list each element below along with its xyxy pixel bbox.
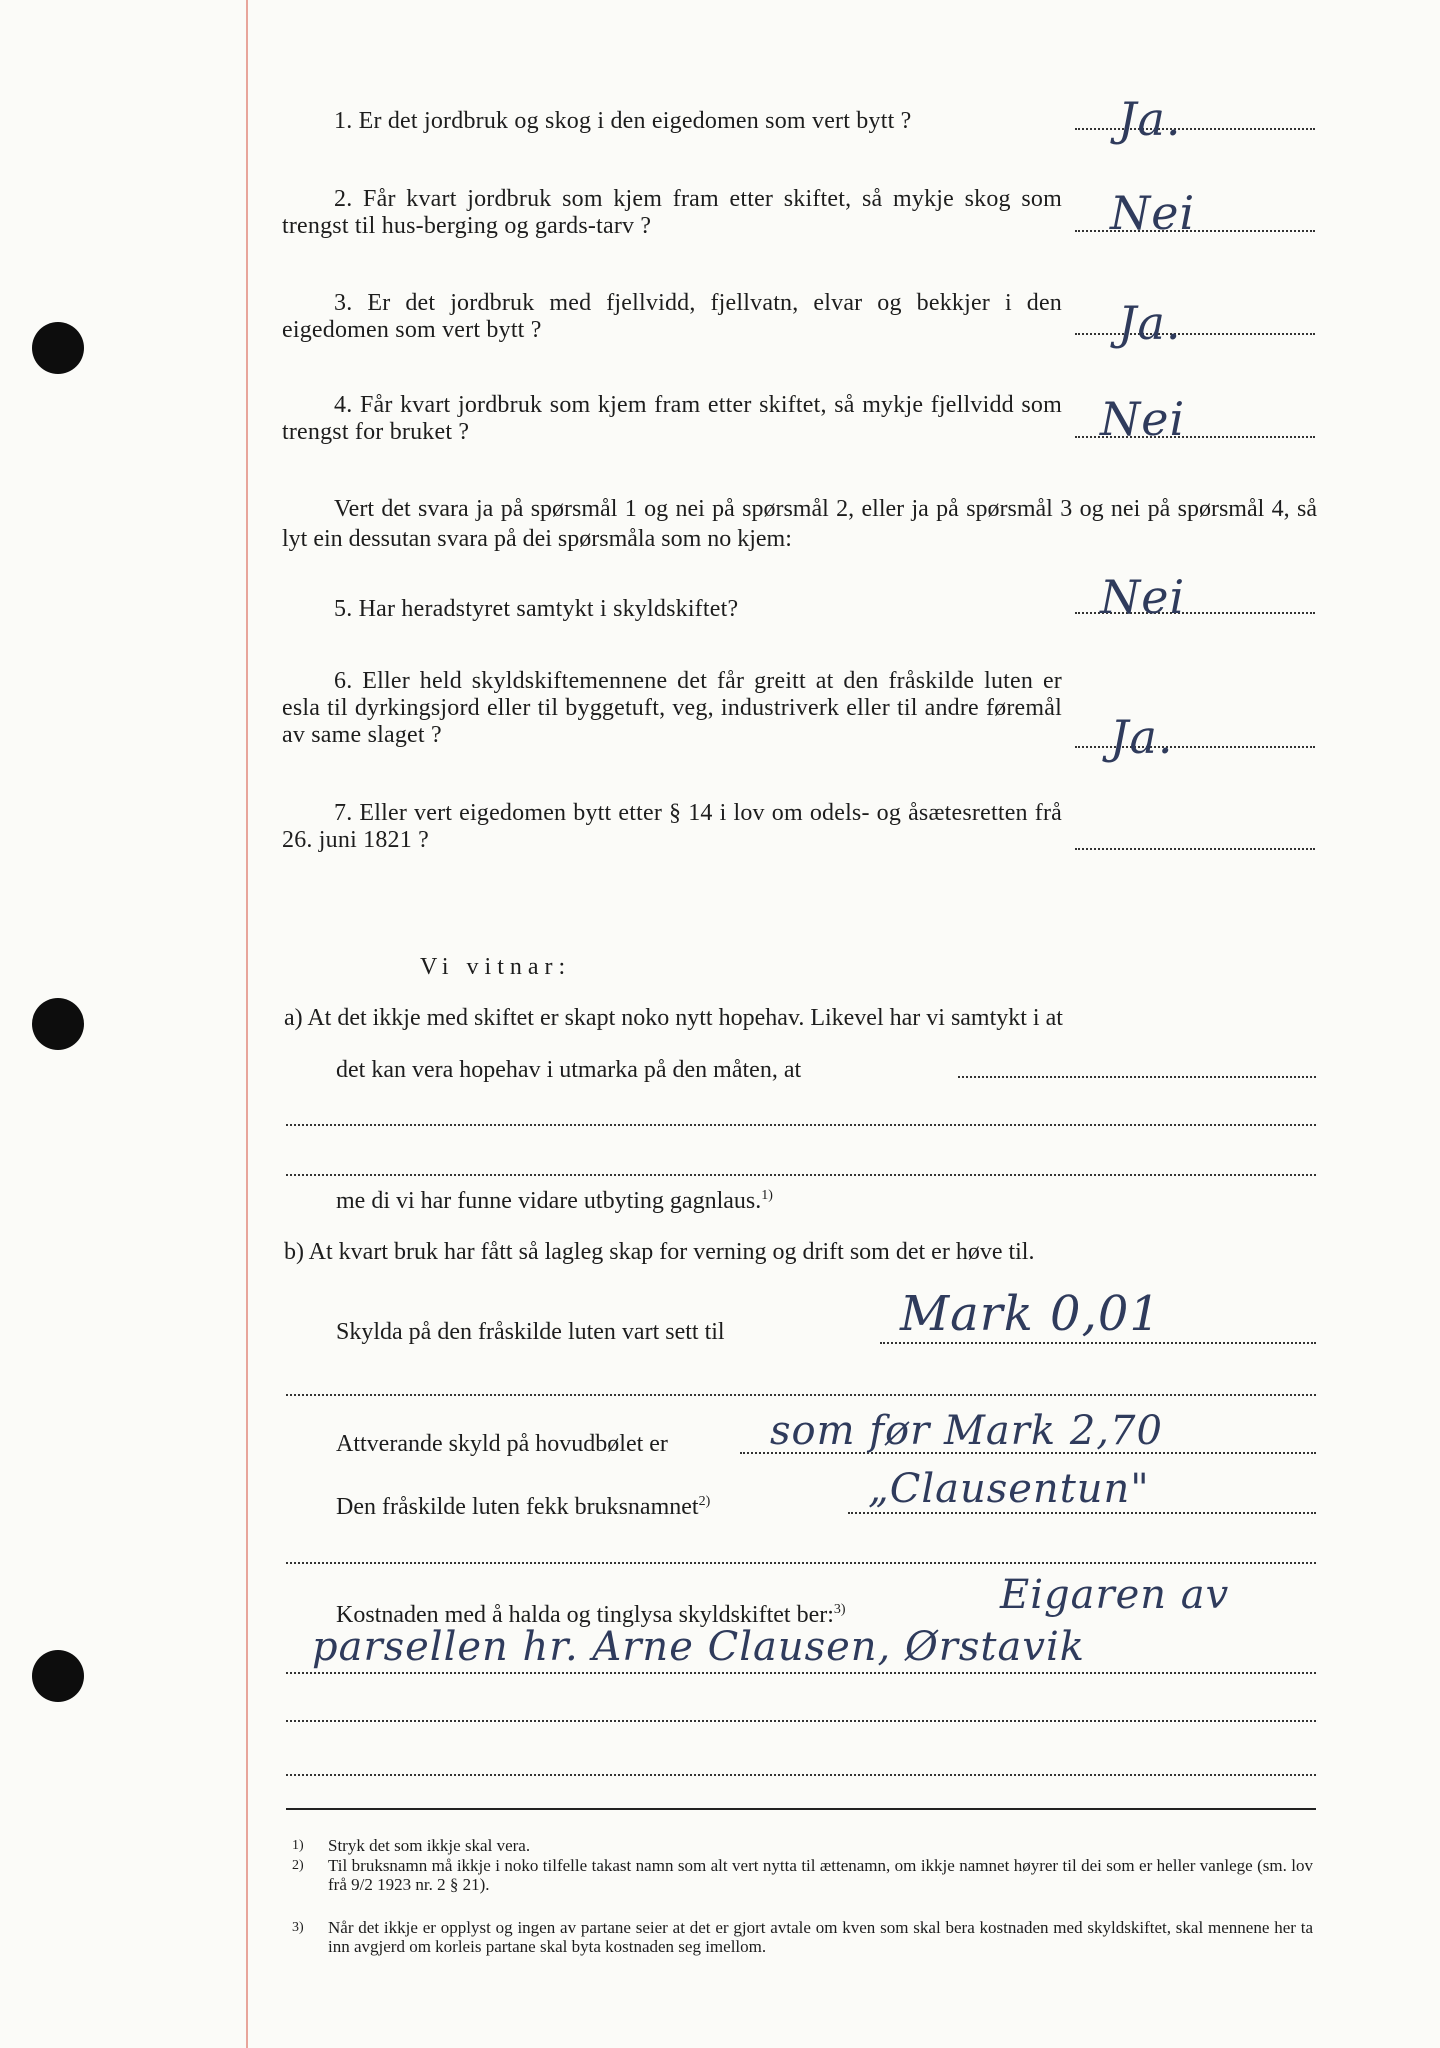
instruction-text: Vert det svara ja på spørsmål 1 og nei på spørsmål 2, eller ja på spørsmål 3 og nei på spørsmål 4, så lyt ein dessutan svara på dei spørsmåla som no kjem: [282,496,1317,552]
footnote-text: Når det ikkje er opplyst og ingen av partane seier at det er gjort avtale om kven som skal bera kostnaden med skyldskiftet, skal mennene her ta inn avgjerd om korleis partane skal byta kostnaden seg imellom. [328,1918,1313,1956]
question-text: Eller vert eigedomen bytt etter § 14 i lov om odels- og åsætesretten frå 26. juni 1821 ? [282,800,1062,853]
footnote-3 [292,1918,1317,1956]
question-number: 4. [334,392,353,418]
question-4 [282,392,1062,446]
red-margin-line [246,0,248,2048]
conditional-instruction [282,494,1317,554]
footnote-rule [286,1808,1316,1810]
question-7 [282,800,1062,854]
question-number: 6. [334,668,353,694]
fill-line [286,1174,1316,1176]
fill-line [958,1076,1316,1078]
skylda-label: Skylda på den fråskilde luten vart sett til [336,1319,725,1345]
bruksnamn-text: Den fråskilde luten fekk bruksnamnet [336,1494,699,1520]
kostnad-value-2: parsellen hr. Arne Clausen, Ørstavik [312,1624,1085,1670]
fill-line [286,1672,1316,1674]
footnote-ref: 2) [698,1494,711,1509]
question-text: Eller held skyldskiftemennene det får greitt at den fråskilde luten er esla til dyrkingsjord eller til byggetuft, veg, industriverk eller til andre føremål av same slaget ? [282,668,1063,748]
footnote-mark: 3) [292,1920,304,1935]
fill-line [286,1394,1316,1396]
answer-1: Ja. [1118,92,1182,146]
punch-hole [32,1650,84,1702]
fill-line [286,1720,1316,1722]
fill-line [286,1124,1316,1126]
kostnad-text: Kostnaden med å halda og tinglysa skyldskiftet ber: [336,1602,834,1628]
footnote-2 [292,1856,1317,1894]
attverande-value: som før Mark 2,70 [770,1408,1163,1454]
question-number: 7. [334,800,353,826]
answer-2: Nei [1110,186,1196,240]
statement-a-end: me di vi har funne vidare utbyting gagnlaus. [336,1188,762,1214]
question-6 [282,668,1062,749]
question-2 [282,186,1062,240]
question-text: Får kvart jordbruk som kjem fram etter skiftet, så mykje skog som trengst til hus-berging og gards-tarv ? [282,186,1062,239]
answer-5: Nei [1100,570,1186,624]
question-text: Er det jordbruk med fjellvidd, fjellvatn, elvar og bekkjer i den eigedomen som vert bytt ? [282,290,1062,343]
question-number: 3. [334,290,353,316]
question-number: 2. [334,186,353,212]
question-text: Har heradstyret samtykt i skyldskiftet? [358,596,739,622]
kostnad-value-1: Eigaren av [1000,1572,1230,1618]
bruksnamn-label [336,1488,710,1521]
fill-line [848,1512,1316,1514]
question-3 [282,290,1062,344]
question-5 [282,596,1062,623]
answer-3: Ja. [1118,296,1182,350]
statement-b: b) At kvart bruk har fått så lagleg skap for verning og drift som det er høve til. [284,1239,1035,1265]
answer-4: Nei [1100,392,1186,446]
section-heading-vitnar: Vi vitnar: [420,954,572,980]
attverande-label: Attverande skyld på hovudbølet er [336,1431,668,1457]
statement-a-line3 [336,1182,773,1215]
footnote-text: Stryk det som ikkje skal vera. [328,1836,531,1855]
question-number: 5. [334,596,353,622]
question-1 [282,108,1062,135]
footnote-1 [292,1836,1317,1855]
answer-line [1075,848,1315,850]
question-number: 1. [334,108,353,134]
footnote-ref: 3) [833,1602,846,1617]
answer-line [1075,128,1315,130]
question-text: Får kvart jordbruk som kjem fram etter skiftet, så mykje fjellvidd som trengst for bruket ? [282,392,1063,445]
question-text: Er det jordbruk og skog i den eigedomen som vert bytt ? [358,108,912,134]
footnote-text: Til bruksnamn må ikkje i noko tilfelle takast namn som alt vert nytta til ættenamn, om ikkje namnet høyrer til dei som er heller vanlege (sm. lov frå 9/2 1923 nr. 2 § 21). [328,1856,1313,1894]
footnote-mark: 1) [292,1838,304,1853]
statement-a-line1: a) At det ikkje med skiftet er skapt noko nytt hopehav. Likevel har vi samtykt i at [284,1005,1063,1031]
answer-line [1075,333,1315,335]
fill-line [286,1774,1316,1776]
statement-a-line2: det kan vera hopehav i utmarka på den måten, at [336,1057,802,1083]
fill-line [880,1342,1316,1344]
punch-hole [32,998,84,1050]
answer-6: Ja. [1110,710,1174,764]
punch-hole [32,322,84,374]
footnote-mark: 2) [292,1858,304,1873]
bruksnamn-value: „Clausentun" [868,1466,1150,1512]
skylda-value: Mark 0,01 [900,1286,1161,1342]
footnote-ref: 1) [761,1188,773,1203]
fill-line [286,1562,1316,1564]
